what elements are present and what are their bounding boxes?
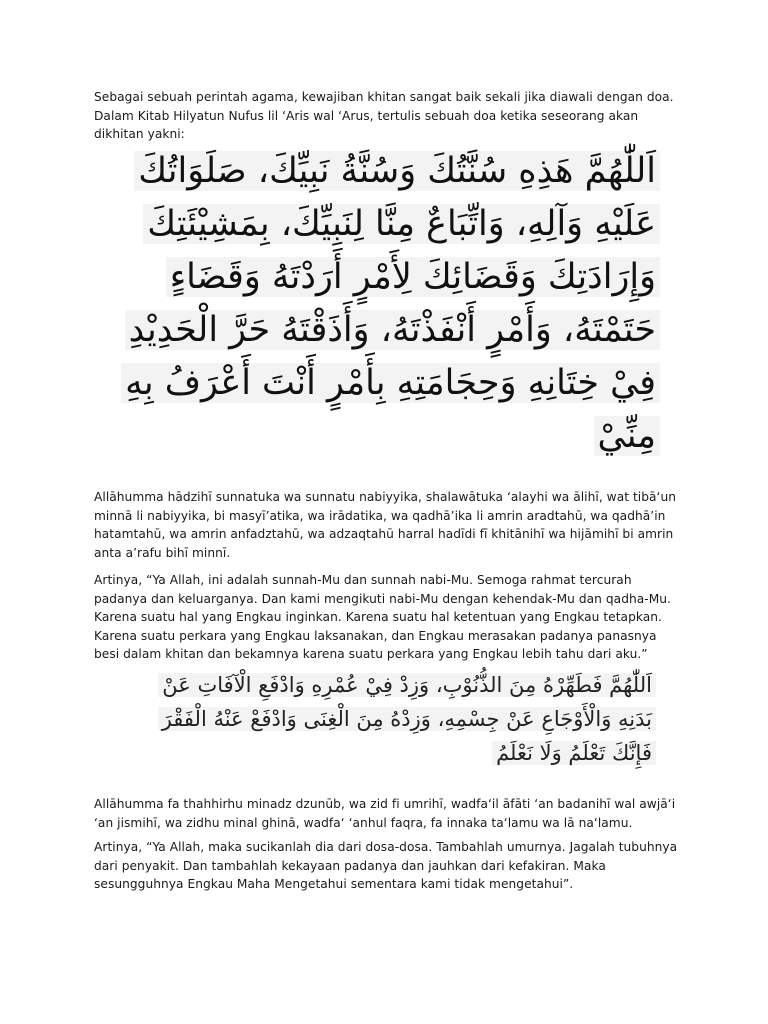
arabic-line: حَتَمْتَهُ، وَأَمْرٍ أَنْفَذْتَهُ، وَأَذَقْتَهُ حَرَّ الْحَدِيْدِ: [92, 304, 660, 357]
arabic-line: وَإِرَادَتِكَ وَقَضَائِكَ لِأَمْرٍ أَرَدْتَهُ وَقَضَاءٍ: [92, 251, 660, 304]
arabic-line: اَللّٰهُمَّ فَطَهِّرْهُ مِنَ الذُّنُوْبِ، وَزِدْ فِيْ عُمْرِهِ وَادْفَعِ الْآفَاتِ عَنْ: [94, 668, 656, 702]
arabic-line: مِنِّيْ: [92, 410, 660, 463]
arabic-line: بَدَنِهِ وَالْأَوْجَاعِ عَنْ جِسْمِهِ، وَزِدْهُ مِنَ الْغِنَى وَادْفَعْ عَنْهُ الْفَقْرَ: [94, 702, 656, 736]
doa-khitan-arabic: [92, 145, 660, 463]
doa-setelah-khitan-arabic: [94, 668, 656, 770]
arabic-line: فِيْ خِتَانِهِ وَحِجَامَتِهِ بِأَمْرٍ أَنْتَ أَعْرَفُ بِهِ: [92, 357, 660, 410]
doa-khitan-transliteration: Allāhumma hādzihī sunnatuka wa sunnatu nabiyyika, shalawātuka ‘alayhi wa ālihī, wat tibā‘un minnā li nabiyyika, bi masyī’atika, wa irādatika, wa qadhā’ika li amrin aradtahū, wa qadhā’in hatamtahū, wa amrin anfadztahū, wa adzaqtahū harral hadīdi fī khitānihī wa hijāmihī bi amrin anta a’rafu bihī minnī.: [94, 490, 677, 560]
doa-khitan-meaning: Artinya, “Ya Allah, ini adalah sunnah-Mu dan sunnah nabi-Mu. Semoga rahmat tercurah padanya dan keluarganya. Dan kami mengikuti nabi-Mu dengan kehendak-Mu dan qadha-Mu. Karena suatu hal yang Engkau inginkan. Karena suatu hal ketentuan yang Engkau tetapkan. Karena suatu perkara yang Engkau laksanakan, dan Engkau merasakan padanya panasnya besi dalam khitan dan bekamnya karena suatu perkara yang Engkau lebih tahu dari aku.”: [94, 573, 671, 661]
doa-setelah-khitan-meaning: Artinya, “Ya Allah, maka sucikanlah dia dari dosa-dosa. Tambahlah umurnya. Jagalah tubuhnya dari penyakit. Dan tambahlah kekayaan padanya dan jauhkan dari kefakiran. Maka sesungguhnya Engkau Maha Mengetahui sementara kami tidak mengetahui”.: [94, 840, 678, 891]
arabic-line: فَإِنَّكَ تَعْلَمُ وَلَا نَعْلَمُ: [94, 736, 656, 770]
arabic-line: اَللّٰهُمَّ هَذِهِ سُنَّتُكَ وَسُنَّةُ نَبِيِّكَ، صَلَوَاتُكَ: [92, 145, 660, 198]
doa-setelah-khitan-transliteration: Allāhumma fa thahhirhu minadz dzunūb, wa zid fi umrihī, wadfa‘il āfāti ‘an badanihī wal awjā‘i ‘an jismihī, wa zidhu minal ghinā, wadfa‘ ‘anhul faqra, fa innaka ta‘lamu wa lā na‘lamu.: [94, 797, 676, 830]
arabic-line: عَلَيْهِ وَآلِهِ، وَاتِّبَاعٌ مِنَّا لِنَبِيِّكَ، بِمَشِيْئَتِكَ: [92, 198, 660, 251]
intro-paragraph: Sebagai sebuah perintah agama, kewajiban khitan sangat baik sekali jika diawali dengan doa. Dalam Kitab Hilyatun Nufus lil ‘Aris wal ‘Arus, tertulis sebuah doa ketika seseorang akan dikhitan yakni:: [94, 90, 674, 141]
